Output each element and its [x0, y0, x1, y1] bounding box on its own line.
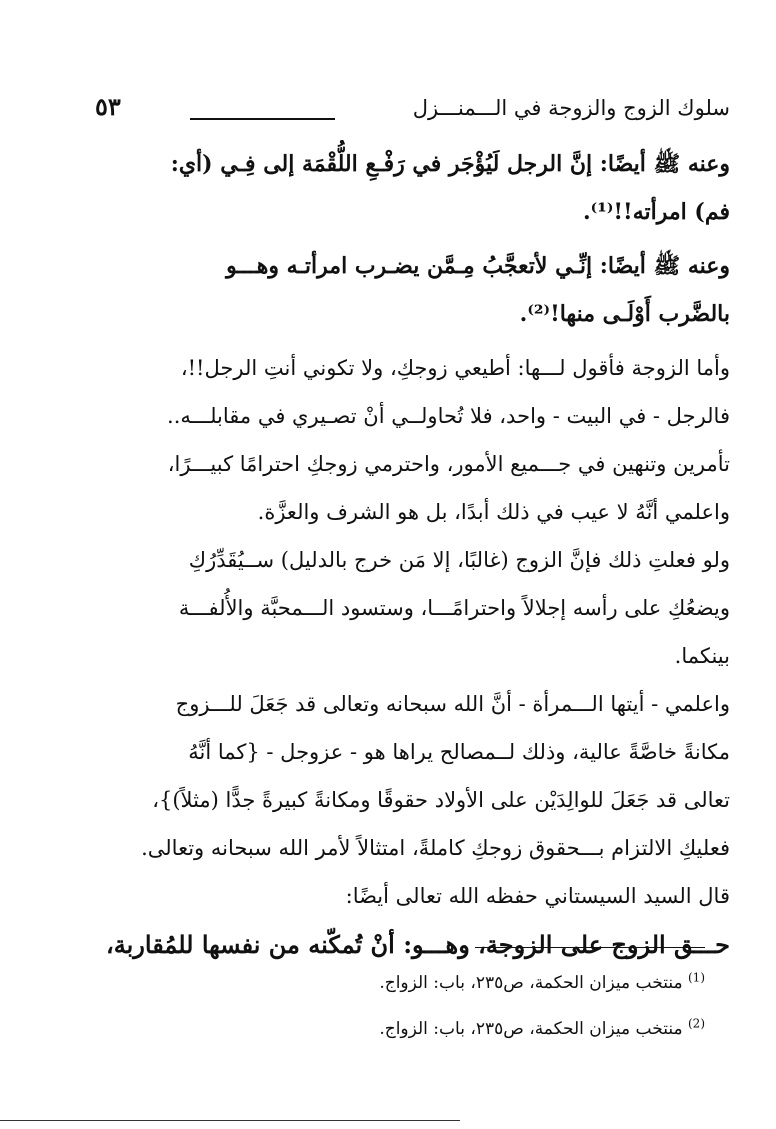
- text-line: ولو فعلتِ ذلك فإنَّ الزوج (غالبًا، إلا مَن خرج بالدليل) ســيُقَدِّرُكِ: [188, 548, 730, 572]
- text-line: بينكما.: [674, 644, 730, 668]
- text-line: وأما الزوجة فأقول لـــها: أطيعي زوجكِ، ولا تكوني أنتِ الرجل!!،: [180, 356, 730, 380]
- footnote-mark: (1): [687, 970, 705, 985]
- text-line: واعلمي - أيتها الـــمرأة - أنَّ الله سبحانه وتعالى قد جَعَلَ للـــزوج: [175, 692, 730, 716]
- footnotes: [200, 960, 705, 1052]
- footnote: [200, 1006, 705, 1052]
- text-line: واعلمي أنَّهُ لا عيب في ذلك أبدًا، بل هو الشرف والعزَّة.: [257, 500, 730, 524]
- text-line: بالضَّرب أَوْلَـى منها!⁽²⁾.: [519, 301, 730, 327]
- body-text: [75, 140, 730, 970]
- text-line: ويضعُكِ على رأسه إجلالاً واحترامًـــا، وستسود الـــمحبَّة والأُلفـــة: [178, 596, 730, 620]
- footnote-mark: (2): [687, 1016, 705, 1031]
- page-header: [95, 92, 730, 132]
- text-line: قال السيد السيستاني حفظه الله تعالى أيضًا:: [345, 884, 730, 908]
- text-line: فعليكِ الالتزام بـــحقوق زوجكِ كاملةً، امتثالاً لأمر الله سبحانه وتعالى.: [141, 836, 730, 860]
- text-line: فم) امرأته!!⁽¹⁾.: [582, 199, 730, 225]
- text-line: فالرجل - في البيت - واحد، فلا تُحاولــي أنْ تصـيري في مقابلـــه..: [167, 404, 730, 428]
- page-number: ٥٣: [95, 92, 121, 121]
- text-line: مكانةً خاصَّةً عالية، وذلك لــمصالح يراها هو - عزوجل - {كما أنَّهُ: [188, 740, 730, 764]
- footnote-text: منتخب ميزان الحكمة، ص٢٣٥، باب: الزواج.: [379, 973, 683, 993]
- footnote-text: منتخب ميزان الحكمة، ص٢٣٥، باب: الزواج.: [379, 1019, 683, 1039]
- footnote-separator: [475, 947, 705, 948]
- scan-edge-line: [0, 1120, 460, 1121]
- header-rule: [190, 118, 335, 120]
- footnote: [200, 960, 705, 1006]
- running-title: سلوك الزوج والزوجة في الـــمنـــزل: [412, 96, 730, 120]
- text-line: حـــق الزوج على الزوجة، وهـــو: أنْ تُمكّنه من نفسها للمُقاربة،: [106, 930, 730, 959]
- text-line: وعنه ﷺ أيضًا: إنِّـي لأتعجَّبُ مِـمَّن يضـرب امرأتـه وهـــو: [226, 253, 730, 279]
- text-line: تعالى قد جَعَلَ للوالِدَيْن على الأولاد حقوقًا ومكانةً كبيرةً جدًّا (مثلاً)}،: [152, 788, 730, 812]
- text-line: وعنه ﷺ أيضًا: إنَّ الرجل لَيُؤْجَر في رَفْـعِ اللُّقْمَة إلى فِـي (أي:: [170, 151, 730, 177]
- text-line: تأمرين وتنهين في جـــميع الأمور، واحترمي زوجكِ احترامًا كبيـــرًا،: [167, 452, 730, 476]
